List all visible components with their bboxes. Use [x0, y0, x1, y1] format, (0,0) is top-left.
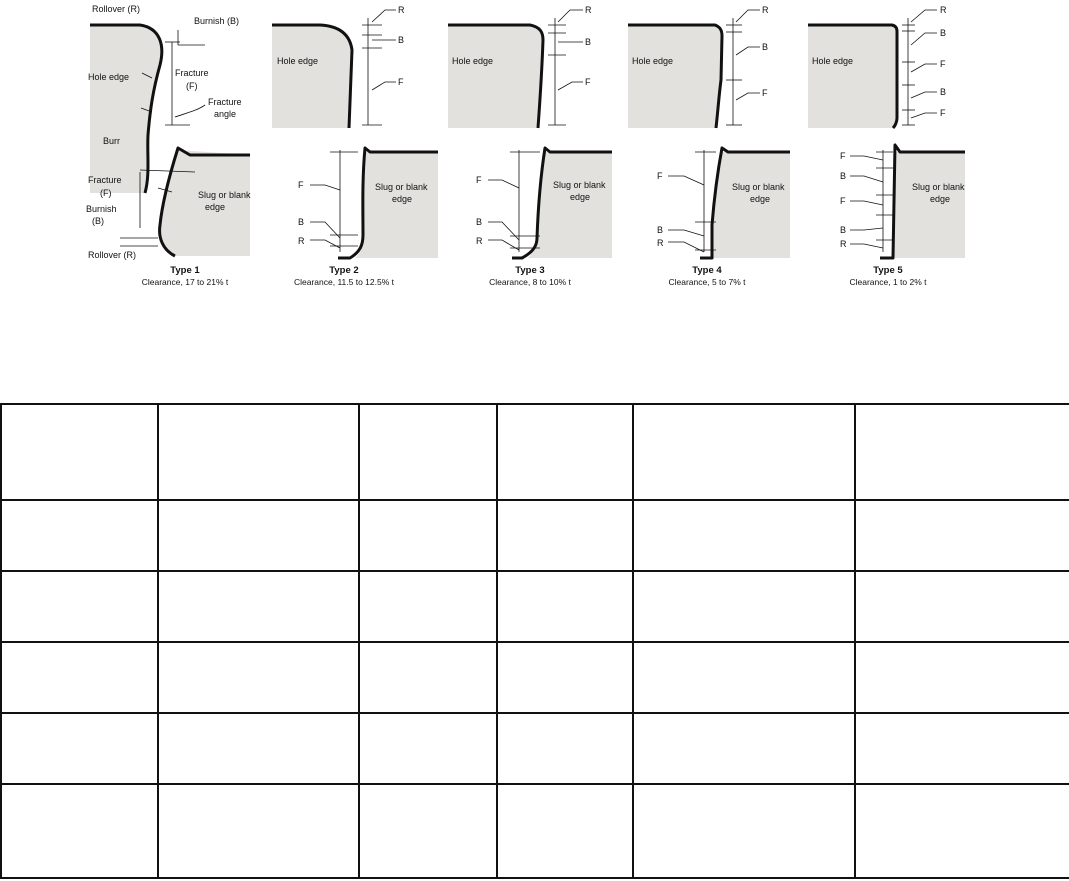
table-cell — [359, 784, 497, 878]
table-cell — [497, 404, 633, 500]
type-3-diagram — [448, 5, 612, 287]
table-row — [1, 500, 1069, 571]
type-5-hole-zone-2: B — [940, 28, 947, 38]
type-1-slug-edge-label: Slug or blank — [198, 190, 251, 200]
type-5-hole-zone-4: B — [940, 87, 947, 97]
type-1-fracture-angle-label: Fracture — [208, 97, 242, 107]
type-4-slug-zone-r: R — [657, 238, 664, 248]
type-3-slug-zone-r: R — [476, 236, 483, 246]
table-cell — [158, 713, 359, 784]
type-3-slug-zone-f: F — [476, 175, 482, 185]
type-3-title: Type 3 — [515, 265, 545, 276]
type-1-title: Type 1 — [170, 265, 200, 276]
type-2-title: Type 2 — [329, 265, 359, 276]
type-2-hole-zone-f: F — [398, 77, 404, 87]
table-cell — [158, 404, 359, 500]
table-cell — [1, 784, 158, 878]
table-cell — [497, 500, 633, 571]
table-cell — [1, 571, 158, 642]
type-5-slug-material — [893, 152, 965, 258]
type-1-slug-burnish-label: Burnish — [86, 204, 117, 214]
type-1-fracture-label: Fracture — [175, 68, 209, 78]
type-2-slug-material — [355, 152, 438, 258]
type-5-slug-zone-1: F — [840, 151, 846, 161]
table-cell — [855, 784, 1069, 878]
table-row — [1, 642, 1069, 713]
table-cell — [359, 713, 497, 784]
type-5-slug-edge-label: Slug or blank — [912, 182, 965, 192]
type-5-hole-zone-5: F — [940, 108, 946, 118]
table-cell — [158, 571, 359, 642]
table-cell — [158, 784, 359, 878]
table-cell — [497, 784, 633, 878]
type-1-hole-edge-label: Hole edge — [88, 72, 130, 82]
table-cell — [497, 571, 633, 642]
type-2-hole-edge-label: Hole edge — [277, 56, 319, 66]
table-cell — [633, 642, 855, 713]
table-cell — [1, 500, 158, 571]
type-2-slug-edge-label-2: edge — [392, 194, 413, 204]
type-3-hole-zone-b: B — [585, 37, 592, 47]
type-4-slug-material — [712, 152, 790, 258]
type-3-slug-material — [528, 152, 612, 258]
table-cell — [359, 500, 497, 571]
table-cell — [497, 642, 633, 713]
type-3-hole-zone-f: F — [585, 77, 591, 87]
type-2-slug-zone-b: B — [298, 217, 305, 227]
type-5-slug-zone-2: B — [840, 171, 847, 181]
type-2-diagram — [272, 5, 438, 287]
type-1-clearance: Clearance, 17 to 21% t — [141, 277, 229, 287]
type-3-hole-edge-label: Hole edge — [452, 56, 494, 66]
table-cell — [633, 713, 855, 784]
type-5-hole-material — [808, 25, 897, 128]
type-3-slug-edge-label: Slug or blank — [553, 180, 606, 190]
type-1-fracture-angle-label-2: angle — [214, 109, 237, 119]
type-4-hole-edge-label: Hole edge — [632, 56, 674, 66]
type-1-rollover-label: Rollover (R) — [92, 4, 141, 14]
type-1-slug-f-label: (F) — [100, 188, 112, 198]
table-cell — [359, 642, 497, 713]
table-row — [1, 404, 1069, 500]
type-3-hole-material — [448, 25, 543, 128]
table-cell — [158, 500, 359, 571]
table-cell — [1, 642, 158, 713]
empty-grid-table-container — [0, 403, 1069, 879]
table-cell — [359, 571, 497, 642]
type-1-slug-edge-label-2: edge — [205, 202, 226, 212]
table-cell — [633, 500, 855, 571]
type-1-slug-fracture-label: Fracture — [88, 175, 122, 185]
type-3-clearance: Clearance, 8 to 10% t — [489, 277, 571, 287]
type-3-slug-zone-b: B — [476, 217, 483, 227]
type-2-hole-zone-b: B — [398, 35, 405, 45]
table-cell — [855, 404, 1069, 500]
type-2-slug-zone-r: R — [298, 236, 305, 246]
type-5-hole-zone-3: F — [940, 59, 946, 69]
type-5-slug-zone-4: B — [840, 225, 847, 235]
table-cell — [855, 713, 1069, 784]
empty-grid-table — [0, 403, 1069, 879]
type-2-hole-zone-r: R — [398, 5, 405, 15]
type-1-burnish-label: Burnish (B) — [194, 16, 240, 26]
table-cell — [359, 404, 497, 500]
type-4-diagram — [628, 5, 790, 287]
type-4-slug-zone-f: F — [657, 171, 663, 181]
table-cell — [633, 571, 855, 642]
type-1-fracture-f-label: (F) — [186, 81, 198, 91]
type-5-hole-zone-1: R — [940, 5, 947, 15]
type-4-slug-zone-b: B — [657, 225, 664, 235]
type-2-hole-material — [272, 25, 352, 128]
type-2-slug-zone-f: F — [298, 180, 304, 190]
type-3-slug-edge-label-2: edge — [570, 192, 591, 202]
type-4-clearance: Clearance, 5 to 7% t — [668, 277, 746, 287]
table-cell — [1, 713, 158, 784]
type-5-slug-zone-5: R — [840, 239, 847, 249]
type-4-hole-zone-b: B — [762, 42, 769, 52]
table-cell — [1, 404, 158, 500]
type-1-diagram — [86, 4, 251, 287]
table-cell — [633, 404, 855, 500]
table-cell — [855, 642, 1069, 713]
type-5-clearance: Clearance, 1 to 2% t — [849, 277, 927, 287]
type-4-slug-edge-label: Slug or blank — [732, 182, 785, 192]
type-5-title: Type 5 — [873, 265, 903, 276]
blanking-edge-types-figure — [0, 0, 1069, 300]
type-3-hole-zone-r: R — [585, 5, 592, 15]
type-4-hole-zone-f: F — [762, 88, 768, 98]
type-2-slug-edge-label: Slug or blank — [375, 182, 428, 192]
table-cell — [633, 784, 855, 878]
type-5-slug-edge-label-2: edge — [930, 194, 951, 204]
table-row — [1, 713, 1069, 784]
type-5-hole-edge-label: Hole edge — [812, 56, 854, 66]
table-cell — [855, 500, 1069, 571]
table-row — [1, 784, 1069, 878]
type-4-hole-material — [628, 25, 722, 128]
type-1-slug-rollover-label: Rollover (R) — [88, 250, 137, 260]
table-row — [1, 571, 1069, 642]
type-2-clearance: Clearance, 11.5 to 12.5% t — [293, 277, 395, 287]
table-cell — [497, 713, 633, 784]
type-4-title: Type 4 — [692, 265, 722, 276]
type-4-slug-edge-label-2: edge — [750, 194, 771, 204]
type-5-diagram — [808, 5, 965, 287]
type-5-slug-zone-3: F — [840, 196, 846, 206]
table-cell — [158, 642, 359, 713]
type-1-burr-label: Burr — [103, 136, 121, 146]
type-4-hole-zone-r: R — [762, 5, 769, 15]
table-cell — [855, 571, 1069, 642]
type-1-slug-b-label: (B) — [92, 216, 104, 226]
